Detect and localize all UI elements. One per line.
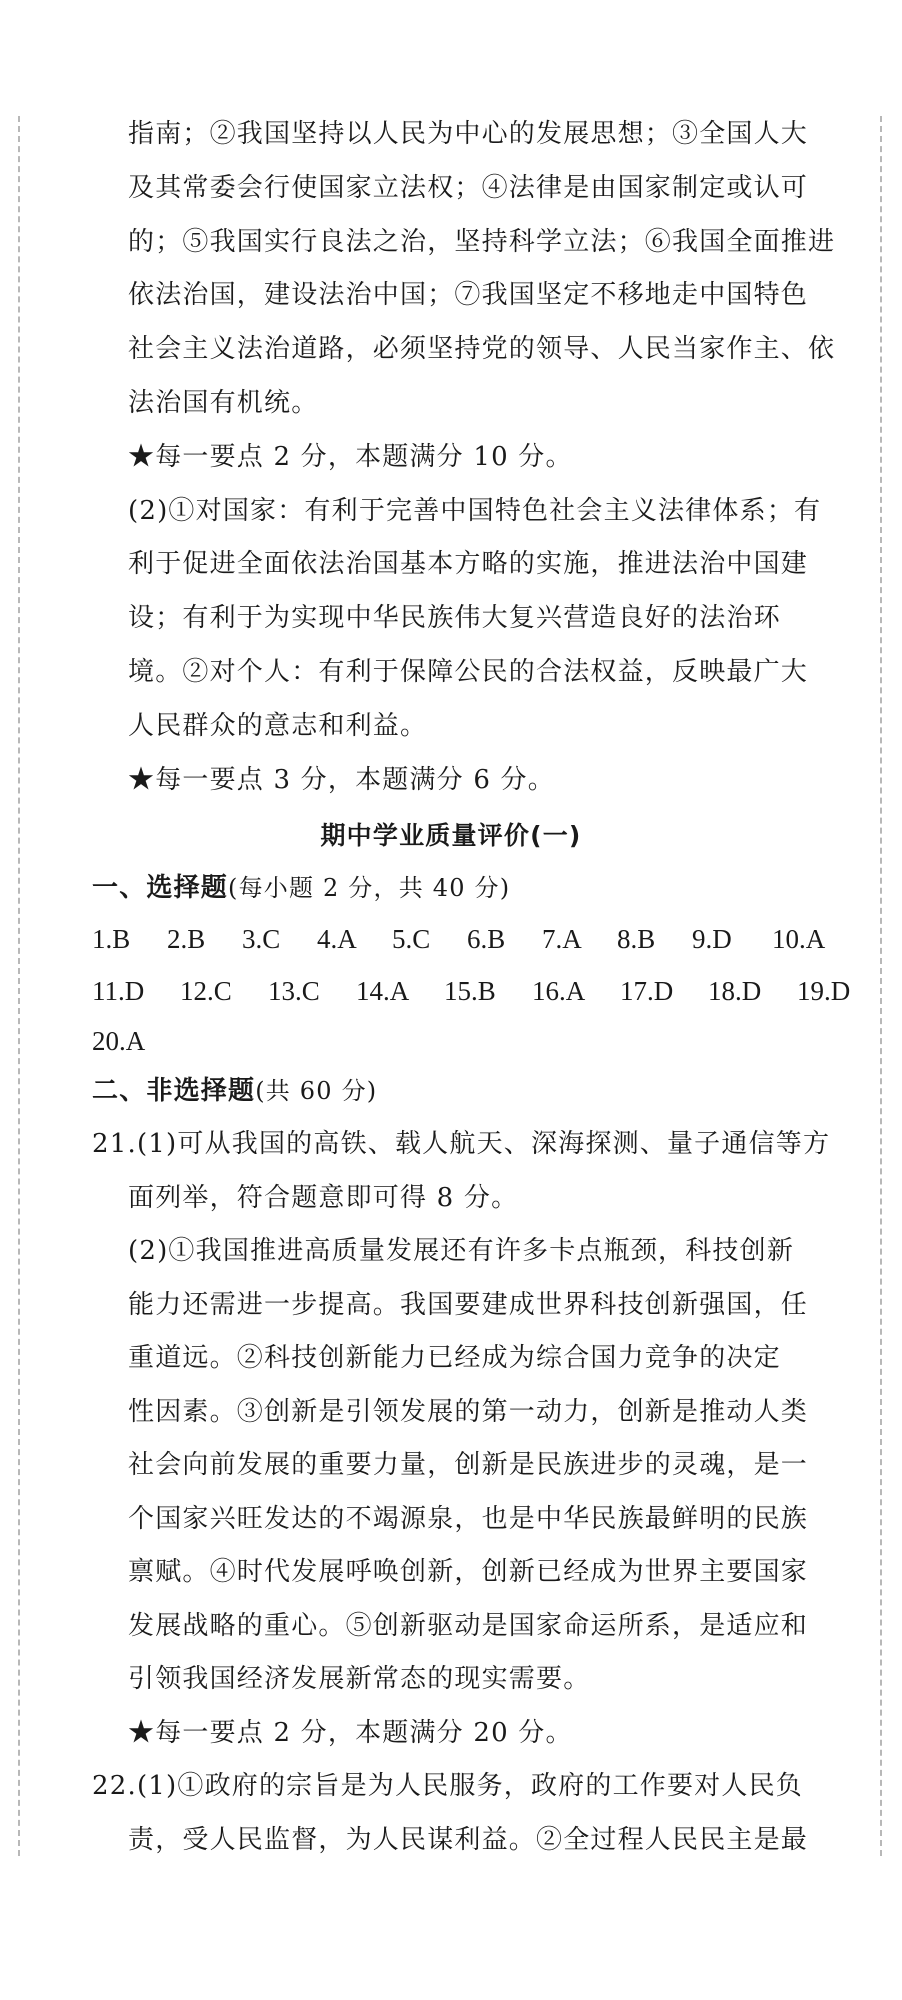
answer-item: 20.A (92, 1026, 146, 1056)
answer-item: 12.C (180, 976, 232, 1006)
answer-item: 9.D (692, 924, 732, 954)
answer-item: 1.B (92, 924, 131, 954)
text-line: 及其常委会行使国家立法权；④法律是由国家制定或认可 (128, 172, 809, 203)
answer-item: 2.B (167, 924, 206, 954)
text-line: 22.(1)①政府的宗旨是为人民服务，政府的工作要对人民负 (92, 1771, 803, 1801)
answer-item: 14.A (356, 976, 410, 1006)
text-line: 法治国有机统。 (128, 388, 319, 418)
left-dashed-margin-line (18, 116, 20, 1856)
text-line: 禀赋。④时代发展呼唤创新，创新已经成为世界主要国家 (128, 1557, 809, 1587)
answer-item: 19.D (797, 976, 851, 1006)
text-line: 指南；②我国坚持以人民为中心的发展思想；③全国人大 (128, 119, 809, 149)
text-line: 发展战略的重心。⑤创新驱动是国家命运所系，是适应和 (128, 1610, 809, 1641)
text-line: (2)①我国推进高质量发展还有许多卡点瓶颈，科技创新 (128, 1236, 795, 1266)
text-line: 性因素。③创新是引领发展的第一动力，创新是推动人类 (128, 1396, 809, 1427)
right-dashed-margin-line (880, 116, 882, 1856)
text-line: ★每一要点 3 分，本题满分 6 分。 (128, 764, 555, 795)
text-line: 利于促进全面依法治国基本方略的实施，推进法治中国建 (128, 549, 809, 580)
answer-item: 7.A (542, 924, 582, 954)
text-line: 设；有利于为实现中华民族伟大复兴营造良好的法治环 (128, 603, 781, 634)
text-line: 境。②对个人：有利于保障公民的合法权益，反映最广大 (128, 657, 809, 687)
answer-item: 18.D (708, 976, 762, 1006)
answer-item: 16.A (532, 976, 586, 1006)
text-line: 21.(1)可从我国的高铁、载人航天、深海探测、量子通信等方 (92, 1129, 831, 1159)
answer-item: 3.C (242, 924, 281, 954)
answer-item: 10.A (772, 924, 826, 954)
part2-heading: 二、非选择题 (92, 1076, 256, 1106)
text-line: 依法治国，建设法治中国；⑦我国坚定不移地走中国特色 (128, 280, 809, 311)
answer-item: 13.C (268, 976, 320, 1006)
answer-item: 4.A (317, 924, 357, 954)
part1-heading: 一、选择题 (92, 873, 229, 903)
text-line: 引领我国经济发展新常态的现实需要。 (128, 1664, 591, 1694)
part1-note: (每小题 2 分，共 40 分) (228, 874, 511, 902)
text-line: 的；⑤我国实行良法之治，坚持科学立法；⑥我国全面推进 (128, 226, 836, 257)
answer-item: 5.C (392, 924, 431, 954)
text-line: 社会向前发展的重要力量，创新是民族进步的灵魂，是一 (128, 1450, 809, 1480)
answer-item: 17.D (620, 976, 674, 1006)
part2-note: (共 60 分) (255, 1077, 378, 1105)
answer-item: 11.D (92, 976, 145, 1006)
text-line: ★每一要点 2 分，本题满分 20 分。 (128, 1717, 573, 1748)
part2-heading-row (92, 1075, 377, 1107)
text-line: 社会主义法治道路，必须坚持党的领导、人民当家作主、依 (128, 334, 836, 365)
section-title: 期中学业质量评价(一) (320, 821, 582, 850)
text-line: 人民群众的意志和利益。 (128, 710, 428, 741)
text-line: ★每一要点 2 分，本题满分 10 分。 (128, 441, 573, 472)
text-line: (2)①对国家：有利于完善中国特色社会主义法律体系；有 (128, 495, 822, 526)
text-line: 能力还需进一步提高。我国要建成世界科技创新强国，任 (128, 1289, 809, 1320)
answer-item: 8.B (617, 924, 656, 954)
text-line: 面列举，符合题意即可得 8 分。 (128, 1182, 519, 1213)
answer-item: 15.B (444, 976, 496, 1006)
text-line: 重道远。②科技创新能力已经成为综合国力竞争的决定 (128, 1343, 781, 1373)
text-line: 个国家兴旺发达的不竭源泉，也是中华民族最鲜明的民族 (128, 1503, 809, 1534)
answer-item: 6.B (467, 924, 506, 954)
part1-heading-row (92, 872, 510, 904)
text-line: 责，受人民监督，为人民谋利益。②全过程人民民主是最 (128, 1824, 809, 1855)
